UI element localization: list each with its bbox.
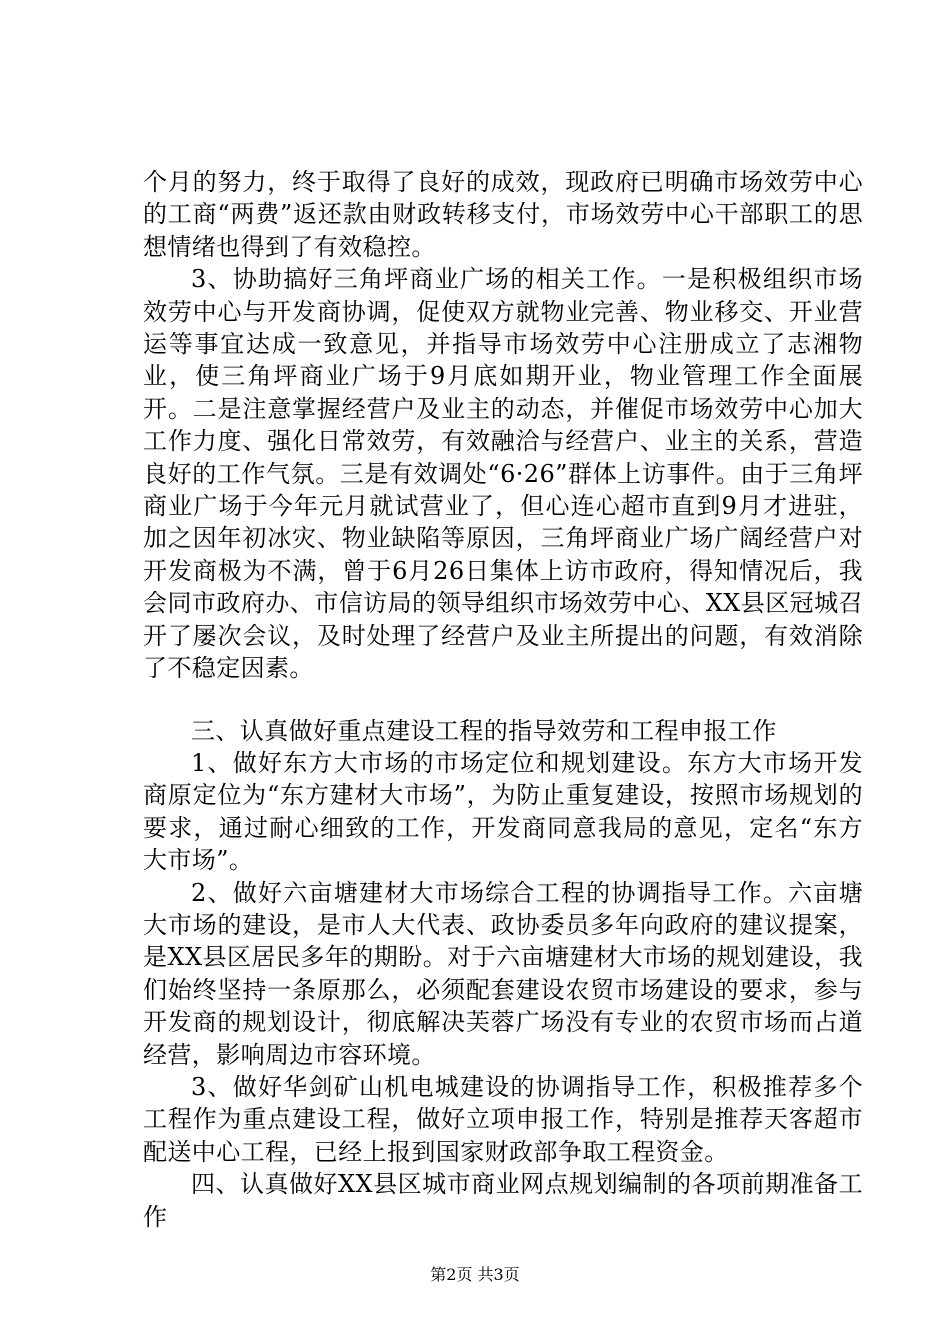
body-paragraph: 3、做好华剑矿山机电城建设的协调指导工作，积极推荐多个工程作为重点建设工程，做好立项申报工作，特别是推荐天客超市配送中心工程，已经上报到国家财政部争取工程资金。 xyxy=(143,1072,863,1166)
section-heading: 三、认真做好重点建设工程的指导效劳和工程申报工作 xyxy=(191,716,777,745)
body-paragraph: 个月的努力，终于取得了良好的成效，现政府已明确市场效劳中心的工商“两费”返还款由财政转移支付，市场效劳中心干部职工的思想情绪也得到了有效稳控。 xyxy=(143,168,863,261)
paragraph-gap xyxy=(143,685,863,715)
section-heading: 四、认真做好XX县区城市商业网点规划编制的各项前期准备工作 xyxy=(143,1170,863,1231)
body-paragraph: 2、做好六亩塘建材大市场综合工程的协调指导工作。六亩塘大市场的建设，是市人大代表、政协委员多年向政府的建议提案，是XX县区居民多年的期盼。对于六亩塘建材大市场的规划建设，我们始终坚持一条原那么，必须配套建设农贸市场建设的要求，参与开发商的规划设计，彻底解决芙蓉广场没有专业的农贸市场而占道经营，影响周边市容环境。 xyxy=(143,878,863,1069)
body-paragraph: 3、协助搞好三角坪商业广场的相关工作。一是积极组织市场效劳中心与开发商协调，促使双方就物业完善、物业移交、开业营运等事宜达成一致意见，并指导市场效劳中心注册成立了志湘物业，使三角坪商业广场于9月底如期开业，物业管理工作全面展开。二是注意掌握经营户及业主的动态，并催促市场效劳中心加大工作力度、强化日常效劳，有效融洽与经营户、业主的关系，营造良好的工作气氛。三是有效调处“6·26”群体上访事件。由于三角坪商业广场于今年元月就试营业了，但心连心超市直到9月才进驻，加之因年初冰灾、物业缺陷等原因，三角坪商业广场广阔经营户对开发商极为不满，曾于6月26日集体上访市政府，得知情况后，我会同市政府办、市信访局的领导组织市场效劳中心、XX县区冠城召开了屡次会议，及时处理了经营户及业主所提出的问题，有效消除了不稳定因素。 xyxy=(143,265,863,683)
document-body xyxy=(143,166,863,1233)
body-paragraph: 1、做好东方大市场的市场定位和规划建设。东方大市场开发商原定位为“东方建材大市场”，为防止重复建设，按照市场规划的要求，通过耐心细致的工作，开发商同意我局的意见，定名“东方大市场”。 xyxy=(143,748,863,875)
page-footer: 第2页 共3页 xyxy=(430,1265,520,1284)
